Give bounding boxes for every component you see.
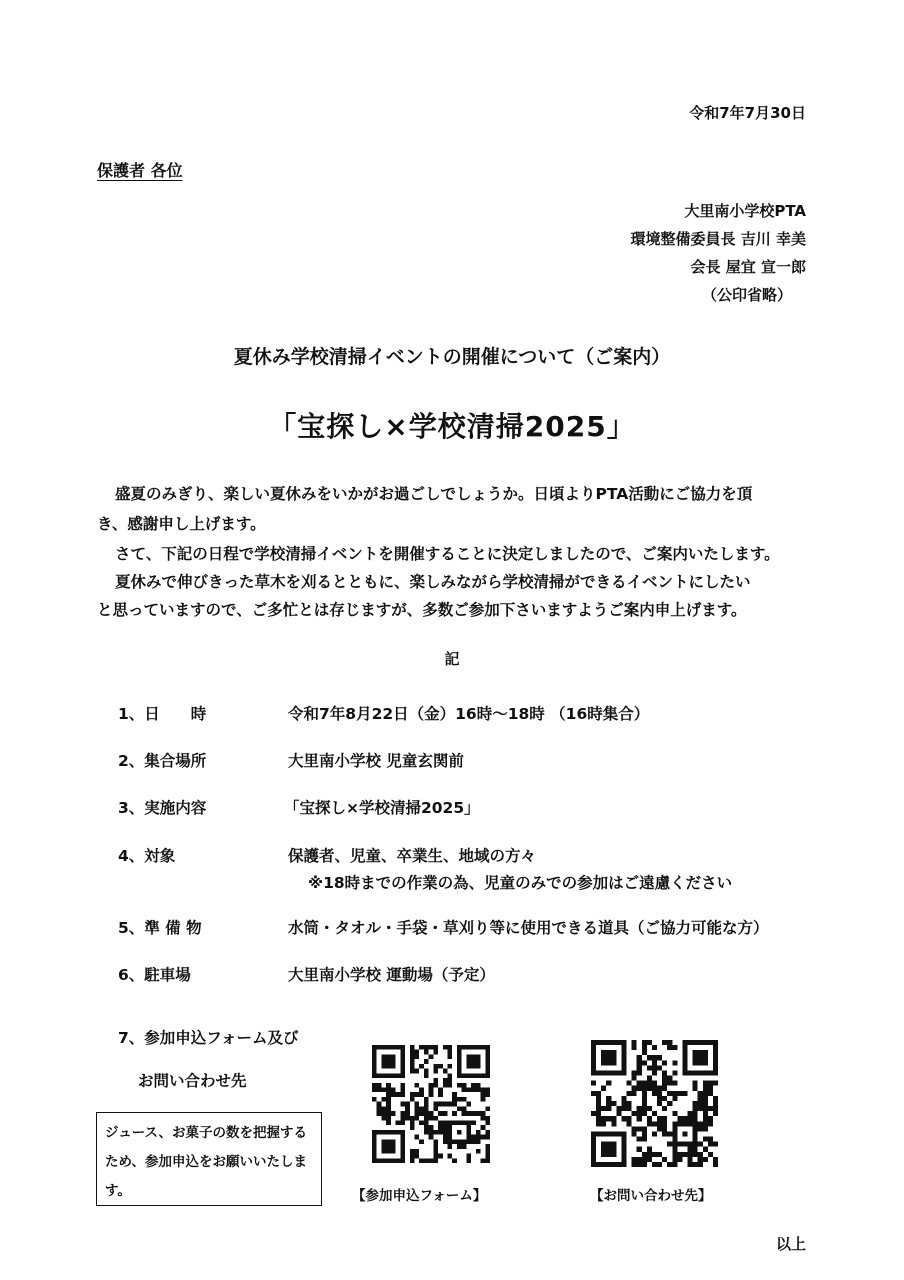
item-label-form-contact: 7、参加申込フォーム及び — [118, 1029, 299, 1047]
body-line-1: 盛夏のみぎり、楽しい夏休みをいかがお過ごしでしょうか。日頃よりPTA活動にご協力を頂 — [115, 485, 753, 503]
body-line-2: き、感謝申し上げます。 — [97, 515, 266, 533]
sender-chair: 環境整備委員長 吉川 幸美 — [630, 230, 806, 248]
item-value-target: 保護者、児童、卒業生、地域の方々 — [288, 847, 537, 865]
qr-caption-form: 【参加申込フォーム】 — [352, 1188, 487, 1204]
item-value-supplies: 水筒・タオル・手袋・草刈り等に使用できる道具（ご協力可能な方） — [288, 919, 769, 937]
qr-code-icon[interactable] — [372, 1045, 490, 1163]
body-line-4: 夏休みで伸びきった草木を刈るとともに、楽しみながら学校清掃ができるイベントにしたい — [115, 573, 751, 591]
body-line-5: と思っていますので、ご多忙とは存じますが、多数ご参加下さいますようご案内申上げます。 — [97, 601, 747, 619]
item-label-contact: お問い合わせ先 — [138, 1072, 247, 1090]
qr-caption-contact: 【お問い合わせ先】 — [590, 1188, 712, 1204]
ki-heading: 記 — [444, 650, 460, 668]
closing: 以上 — [775, 1235, 806, 1253]
item-value-parking: 大里南小学校 運動場（予定） — [288, 966, 495, 984]
document-date: 令和7年7月30日 — [689, 104, 806, 122]
document-subtitle: 夏休み学校清掃イベントの開催について（ご案内） — [233, 346, 671, 368]
item-note-target: ※18時までの作業の為、児童のみでの参加はご遠慮ください — [308, 874, 733, 892]
qr-code-icon[interactable] — [591, 1040, 718, 1167]
item-value-content: 「宝探し×学校清掃2025」 — [284, 799, 480, 817]
recipient: 保護者 各位 — [97, 161, 183, 180]
seal-note: （公印省略） — [701, 286, 792, 304]
sender-president: 会長 屋宜 宣一郎 — [690, 258, 806, 276]
item-label-content: 3、実施内容 — [118, 799, 207, 817]
item-label-datetime: 1、日 時 — [118, 705, 207, 723]
sender-organization: 大里南小学校PTA — [684, 202, 806, 220]
event-title: 「宝探し×学校清掃2025」 — [268, 410, 636, 443]
note-box: ジュース、お菓子の数を把握するため、参加申込をお願いいたします。 — [96, 1112, 322, 1206]
item-label-meeting-place: 2、集合場所 — [118, 752, 207, 770]
body-line-3: さて、下記の日程で学校清掃イベントを開催することに決定しましたので、ご案内いたします。 — [115, 545, 780, 563]
item-label-target: 4、対象 — [118, 847, 176, 865]
item-value-datetime: 令和7年8月22日（金）16時〜18時 （16時集合） — [288, 705, 650, 723]
item-label-parking: 6、駐車場 — [118, 966, 191, 984]
item-value-meeting-place: 大里南小学校 児童玄関前 — [288, 752, 464, 770]
item-label-supplies: 5、準 備 物 — [118, 919, 202, 937]
